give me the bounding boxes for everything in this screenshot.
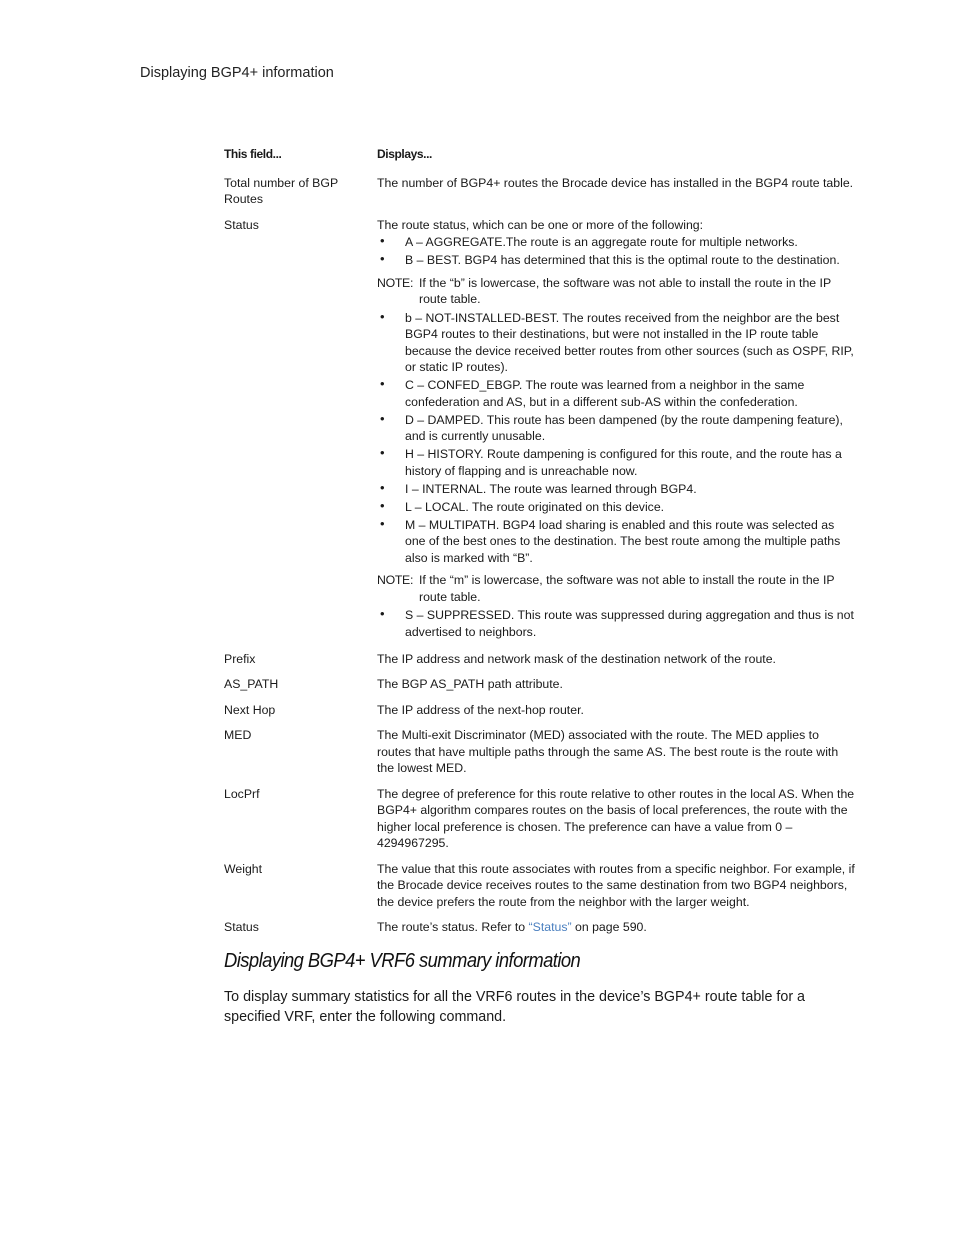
status-list-c <box>377 607 856 640</box>
field-description: The degree of preference for this route relative to other routes in the local AS. When the BGP4+ algorithm compares routes on the basis of local preferences, the route with the higher local preference is chosen. The preference can have a value from 0 – 4294967295. <box>377 786 855 850</box>
list-item: • C – CONFED_EBGP. The route was learned from a neighbor in the same confederation and AS, but in a different sub-AS within the confederation. <box>380 376 805 409</box>
bullet-icon: • <box>380 308 385 324</box>
list-item: • I – INTERNAL. The route was learned through BGP4. <box>380 479 697 496</box>
list-item: • S – SUPPRESSED. This route was suppressed during aggregation and thus is not advertised to neighbors. <box>380 606 854 639</box>
table-row <box>224 651 856 677</box>
bullet-icon: • <box>380 376 385 391</box>
note-label: NOTE: <box>377 573 414 587</box>
note <box>377 275 856 308</box>
field-name: Prefix <box>224 651 256 666</box>
note-text: If the “m” is lowercase, the software was not able to install the route in the IP route table. <box>419 573 835 604</box>
bullet-icon: • <box>380 606 385 621</box>
table-row <box>224 702 856 728</box>
table-row <box>224 217 856 651</box>
field-description: The Multi-exit Discriminator (MED) associated with the route. The MED applies to routes that have multiple paths through the same AS. The best route is the route with the lowest MED. <box>377 728 839 775</box>
column-header-field: This field... <box>224 147 282 161</box>
field-name: Status <box>224 920 259 934</box>
column-header-displays: Displays... <box>377 147 432 161</box>
note-label: NOTE: <box>377 275 414 290</box>
field-name: Next Hop <box>224 702 276 717</box>
field-description: The BGP AS_PATH path attribute. <box>377 677 563 691</box>
table-row <box>224 861 856 920</box>
field-name: LocPrf <box>224 786 260 801</box>
section-title: Displaying BGP4+ VRF6 summary information <box>224 950 581 972</box>
field-description: The IP address and network mask of the destination network of the route. <box>377 651 776 666</box>
table-row <box>224 676 856 702</box>
field-description: The IP address of the next-hop router. <box>377 702 584 717</box>
bullet-icon: • <box>380 515 385 531</box>
status-intro: The route status, which can be one or more of the following: <box>377 217 704 232</box>
note-text: If the “b” is lowercase, the software was not able to install the route in the IP route table. <box>419 275 831 306</box>
list-item: • M – MULTIPATH. BGP4 load sharing is enabled and this route was selected as one of the best ones to the destination. The best route among the multiple paths also is marked with “B”. <box>380 515 841 565</box>
list-item: • A – AGGREGATE.The route is an aggregate route for multiple networks. <box>380 233 798 249</box>
field-description: The route’s status. Refer to “Status” on page 590. <box>377 920 647 934</box>
bullet-icon: • <box>380 497 385 513</box>
bullet-icon: • <box>380 233 385 248</box>
table-row <box>224 786 856 861</box>
status-list-b <box>377 310 856 567</box>
status-cross-reference-link[interactable]: “Status” <box>528 920 572 934</box>
list-item: • b – NOT-INSTALLED-BEST. The routes received from the neighbor are the best BGP4 routes to their destinations, but were not installed in the IP route table because the device received better routes from other sources (such as OSPF, RIP, or static IP routes). <box>380 308 854 374</box>
field-name: Weight <box>224 861 263 876</box>
bullet-icon: • <box>380 445 385 460</box>
field-description <box>377 217 856 651</box>
section-body: To display summary statistics for all the VRF6 routes in the device’s BGP4+ route table for a specified VRF, enter the following command. <box>224 989 806 1025</box>
field-name: MED <box>224 728 252 742</box>
field-description: The value that this route associates with routes from a specific neighbor. For example, if the Brocade device receives routes to the same destination from two BGP4 neighbors, the device prefers the route from the neighbor with the larger weight. <box>377 861 855 909</box>
field-description: The number of BGP4+ routes the Brocade device has installed in the BGP4 route table. <box>377 175 854 190</box>
bullet-icon: • <box>380 479 385 495</box>
bullet-icon: • <box>380 410 385 426</box>
field-name: AS_PATH <box>224 677 279 691</box>
list-item: • B – BEST. BGP4 has determined that this is the optimal route to the destination. <box>380 251 840 267</box>
field-description-table <box>224 146 856 945</box>
table-row <box>224 175 856 217</box>
status-list-a <box>377 234 856 269</box>
table-row <box>224 727 856 786</box>
running-header: Displaying BGP4+ information <box>140 65 334 81</box>
list-item: • H – HISTORY. Route dampening is configured for this route, and the route has a history of flapping and is unreachable now. <box>380 445 842 478</box>
list-item: • D – DAMPED. This route has been dampened (by the route dampening feature), and is currently unusable. <box>380 410 843 443</box>
field-name: Total number of BGP Routes <box>224 175 338 206</box>
note <box>377 572 856 605</box>
list-item: • L – LOCAL. The route originated on this device. <box>380 497 665 514</box>
bullet-icon: • <box>380 251 385 266</box>
table-row <box>224 919 856 945</box>
field-name: Status <box>224 217 259 232</box>
table-header-row <box>224 146 856 175</box>
